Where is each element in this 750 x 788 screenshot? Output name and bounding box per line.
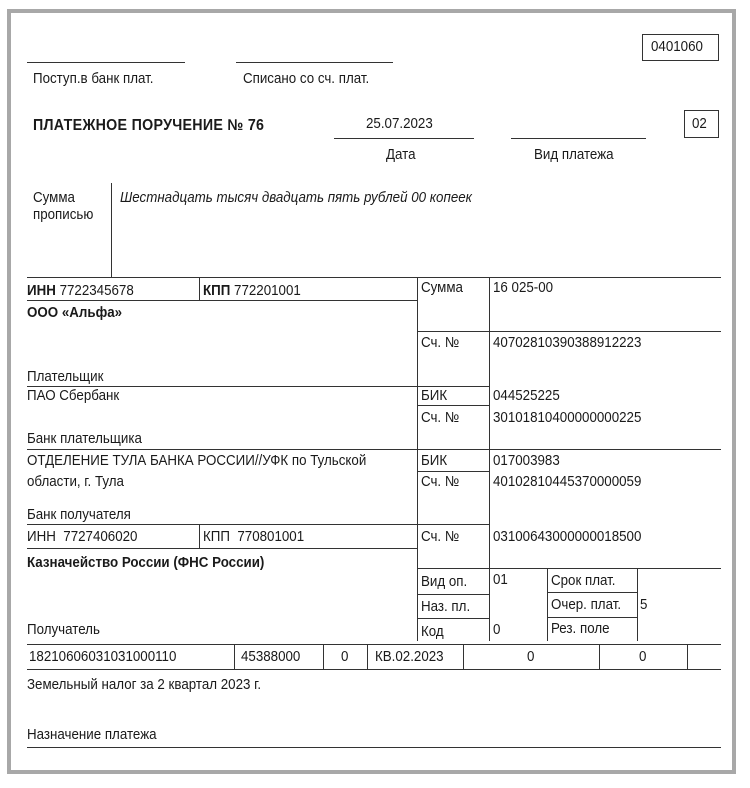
payee-inn: ИНН 7727406020: [27, 529, 138, 545]
due-label: Срок плат.: [551, 573, 616, 589]
payee-bank-account-label: Сч. №: [421, 474, 460, 490]
payee-bank-bik-underline: [417, 471, 489, 472]
payment-type-label: Вид платежа: [534, 147, 614, 163]
payee-bank-name-1: ОТДЕЛЕНИЕ ТУЛА БАНКА РОССИИ//УФК по Тульской: [27, 453, 367, 469]
priority-label: Очер. плат.: [551, 597, 622, 613]
tax-doc-date: 0: [639, 649, 647, 665]
purpose-bottom-line: [27, 747, 721, 748]
payee-account: 03100643000000018500: [493, 529, 642, 545]
op-type-value: 01: [493, 572, 508, 588]
reserve-label: Рез. поле: [551, 621, 610, 637]
date-label: Дата: [386, 147, 416, 163]
codes-top-line: [417, 568, 721, 569]
code-value: 0: [493, 622, 501, 638]
codes-row-2-right: [547, 617, 637, 618]
date-line: [334, 138, 474, 139]
amount-words-label-1: Сумма: [33, 190, 75, 206]
payee-account-label: Сч. №: [421, 529, 460, 545]
codes-row-1: [417, 594, 489, 595]
priority-value: 5: [640, 597, 648, 613]
payer-bank-bik-label: БИК: [421, 388, 448, 404]
payer-sum-label: Сумма: [421, 280, 463, 296]
document-date: 25.07.2023: [366, 116, 433, 132]
payer-bank-account-label: Сч. №: [421, 410, 460, 426]
payer-bank-bik-underline: [417, 405, 489, 406]
amount-words-label-2: прописью: [33, 207, 94, 223]
amount-words-divider: [111, 183, 112, 277]
payee-inn-underline: [27, 548, 417, 549]
codes-row-2: [417, 618, 489, 619]
payer-inn: ИНН 7722345678: [27, 283, 134, 299]
debited-date-line: [236, 62, 393, 63]
tax-doc-number: 0: [527, 649, 535, 665]
payer-bank-name: ПАО Сбербанк: [27, 388, 120, 404]
payee-kpp-divider: [199, 524, 200, 548]
payer-bank-bik: 044525225: [493, 388, 560, 404]
tax-row-bottom: [27, 669, 721, 670]
tax-col-1: [234, 644, 235, 669]
purpose-code-label: Наз. пл.: [421, 599, 471, 615]
debited-label: Списано со сч. плат.: [243, 71, 370, 87]
payer-role-label: Плательщик: [27, 369, 104, 385]
payee-bank-name-2: области, г. Тула: [27, 474, 124, 490]
code-label: Код: [421, 624, 444, 640]
form-code: 0401060: [651, 39, 703, 55]
payer-bank-account: 30101810400000000225: [493, 410, 642, 426]
payee-bank-bik: 017003983: [493, 453, 560, 469]
tax-row-top: [27, 644, 721, 645]
op-type-label: Вид оп.: [421, 574, 468, 590]
received-label: Поступ.в банк плат.: [33, 71, 154, 87]
payer-bank-bottom: [27, 449, 721, 450]
tax-kbk: 18210606031031000110: [29, 649, 177, 665]
sum-underline: [417, 331, 721, 332]
tax-col-5: [599, 644, 600, 669]
tax-col-2: [323, 644, 324, 669]
codes-row-1-right: [547, 592, 637, 593]
payer-inn-underline: [27, 300, 417, 301]
status-code: 02: [692, 116, 707, 132]
payer-name: ООО «Альфа»: [27, 305, 123, 321]
payer-account-label: Сч. №: [421, 335, 460, 351]
payer-bank-role-label: Банк плательщика: [27, 431, 142, 447]
payer-sum: 16 025-00: [493, 280, 554, 296]
payment-type-line: [511, 138, 646, 139]
tax-oktmo: 45388000: [241, 649, 301, 665]
payee-bank-bottom: [27, 524, 489, 525]
payer-kpp-divider: [199, 277, 200, 300]
page-title: ПЛАТЕЖНОЕ ПОРУЧЕНИЕ № 76: [33, 117, 265, 134]
payee-bank-role-label: Банк получателя: [27, 507, 131, 523]
tax-col-3: [367, 644, 368, 669]
payee-name: Казначейство России (ФНС России): [27, 555, 265, 571]
payee-role-label: Получатель: [27, 622, 100, 638]
tax-basis: 0: [341, 649, 349, 665]
received-date-line: [27, 62, 185, 63]
tax-col-6: [687, 644, 688, 669]
codes-col-a: [547, 568, 548, 641]
payer-kpp: КПП 772201001: [203, 283, 301, 299]
payer-block-bottom: [27, 386, 489, 387]
payee-bank-bik-label: БИК: [421, 453, 448, 469]
tax-period: КВ.02.2023: [375, 649, 444, 665]
payer-account: 40702810390388912223: [493, 335, 642, 351]
table-top-line: [27, 277, 721, 278]
purpose-text: Земельный налог за 2 квартал 2023 г.: [27, 677, 262, 693]
payee-kpp: КПП 770801001: [203, 529, 305, 545]
amount-words-value: Шестнадцать тысяч двадцать пять рублей 00 копеек: [120, 190, 472, 206]
payee-bank-account: 40102810445370000059: [493, 474, 642, 490]
purpose-label: Назначение платежа: [27, 727, 157, 743]
codes-col-b: [637, 568, 638, 641]
tax-col-4: [463, 644, 464, 669]
